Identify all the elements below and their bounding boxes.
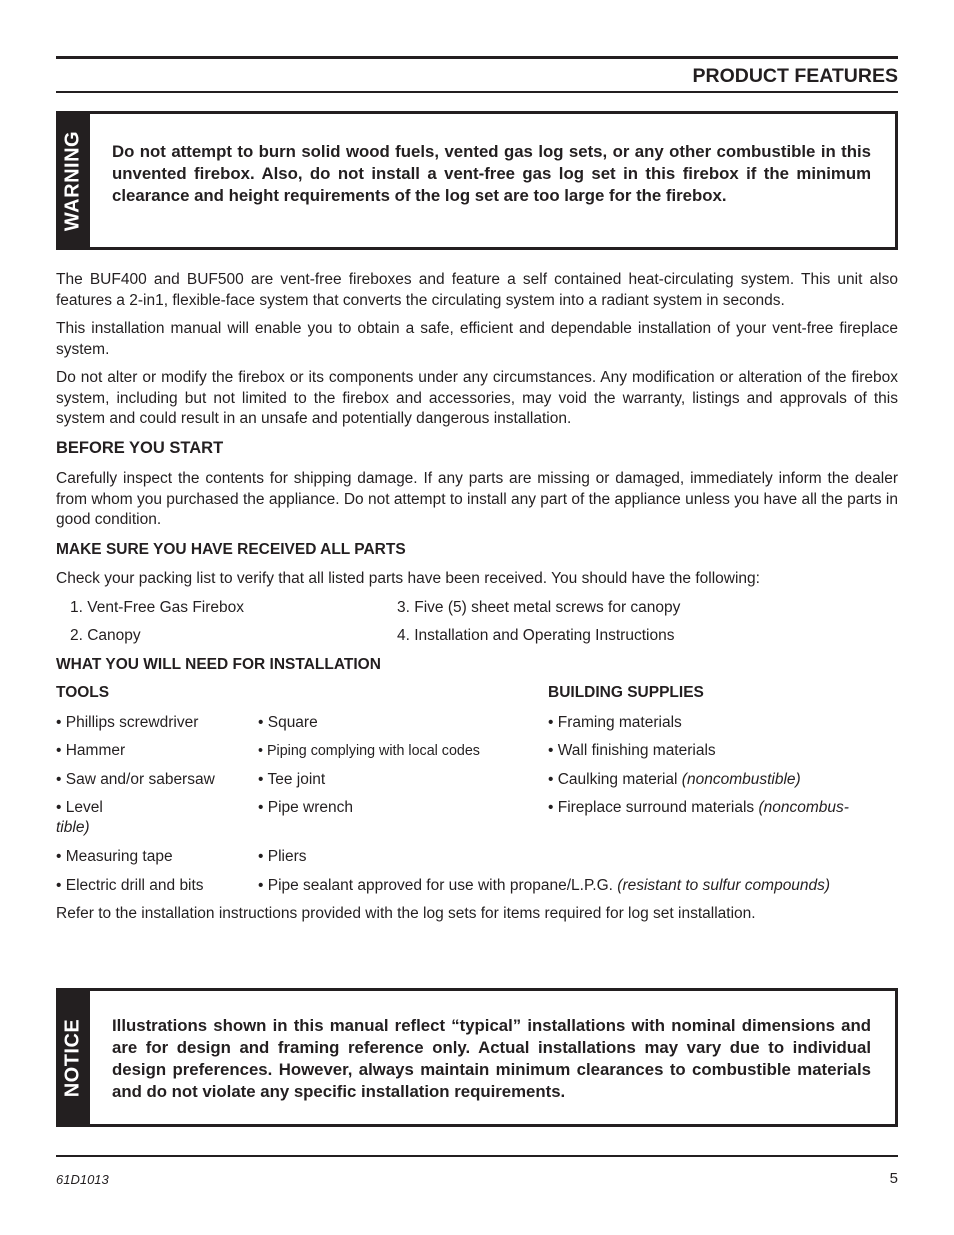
installation-heading: WHAT YOU WILL NEED FOR INSTALLATION <box>56 656 381 673</box>
intro-paragraph-2: This installation manual will enable you to obtain a safe, efficient and dependable installation of your vent-free fireplace system. <box>56 320 898 358</box>
tool-item: • Tee joint <box>258 771 326 788</box>
parts-heading: MAKE SURE YOU HAVE RECEIVED ALL PARTS <box>56 541 406 558</box>
page-number: 5 <box>889 1170 898 1187</box>
supply-item <box>548 798 898 818</box>
supply-item-text: • Caulking material <box>548 771 682 788</box>
tool-item: • Square <box>258 714 318 731</box>
list-item: 3. Five (5) sheet metal screws for canopy <box>397 599 681 616</box>
warning-label: WARNING <box>61 130 84 231</box>
warning-box <box>56 111 898 250</box>
supply-item-italic: (noncombustible) <box>681 771 801 788</box>
tool-item: • Pliers <box>258 848 307 865</box>
before-you-start-text: Carefully inspect the contents for shipping damage. If any parts are missing or damaged, immediately inform the dealer from whom you purchased the appliance. Do not attempt to install any part of the appliance unless you have all the parts in good condition. <box>56 470 898 528</box>
tool-item-text: • Pipe sealant approved for use with propane/L.P.G. <box>258 877 618 894</box>
tool-item-italic: (resistant to sulfur compounds) <box>617 877 831 894</box>
tool-item: • Piping complying with local codes <box>258 743 480 759</box>
tool-item: • Measuring tape <box>56 848 173 865</box>
list-item: 2. Canopy <box>70 627 141 644</box>
tool-item <box>258 876 830 896</box>
footer-rule <box>56 1155 898 1157</box>
tool-item: • Pipe wrench <box>258 799 354 816</box>
tools-heading: TOOLS <box>56 684 110 701</box>
page-title: PRODUCT FEATURES <box>692 65 898 87</box>
tool-item: • Electric drill and bits <box>56 877 204 894</box>
warning-label-bar <box>56 111 90 250</box>
list-item: 1. Vent-Free Gas Firebox <box>70 599 245 616</box>
log-set-note: Refer to the installation instructions provided with the log sets for items required for log set installation. <box>56 905 756 922</box>
top-rule <box>56 56 898 59</box>
wrapped-text: tible) <box>56 819 90 836</box>
tool-item: • Level <box>56 799 103 816</box>
parts-text: Check your packing list to verify that all listed parts have been received. You should have the following: <box>56 570 760 587</box>
tool-item: • Phillips screwdriver <box>56 714 199 731</box>
tool-item: • Hammer <box>56 742 126 759</box>
notice-label: NOTICE <box>61 1018 84 1097</box>
list-item: 4. Installation and Operating Instructions <box>397 627 675 644</box>
building-supplies-heading: BUILDING SUPPLIES <box>548 684 704 701</box>
supply-item: • Wall finishing materials <box>548 742 716 759</box>
notice-text: Illustrations shown in this manual reflect “typical” installations with nominal dimensions and are for design and framing reference only. Actual installations may vary due to individual design preferences. However, always maintain minimum clearances to combustible materials and do not violate any specific installation requirements. <box>112 1016 871 1101</box>
before-you-start-heading: BEFORE YOU START <box>56 439 224 457</box>
supply-item-italic: (noncombus- <box>758 799 849 816</box>
intro-paragraph-3: Do not alter or modify the firebox or its components under any circumstances. Any modification or alteration of the firebox system, including but not limited to the firebox and accessories, may void the warranty, listings and approvals of this system and could result in an unsafe and potentially dangerous installation. <box>56 369 898 427</box>
supply-item: • Framing materials <box>548 714 682 731</box>
warning-text: Do not attempt to burn solid wood fuels, vented gas log sets, or any other combustible in this unvented firebox. Also, do not install a vent-free gas log set in this firebox if the minimum clearance and height requirements of the log set are too large for the firebox. <box>112 142 871 205</box>
notice-box <box>56 988 898 1127</box>
notice-label-bar <box>56 988 90 1127</box>
supply-item-text: • Fireplace surround materials <box>548 799 759 816</box>
header-rule <box>56 91 898 93</box>
supply-item <box>548 770 801 790</box>
tool-item: • Saw and/or sabersaw <box>56 771 215 788</box>
document-number: 61D1013 <box>56 1172 109 1187</box>
intro-paragraph-1: The BUF400 and BUF500 are vent-free fireboxes and feature a self contained heat-circulating system. This unit also features a 2-in1, flexible-face system that converts the circulating system into a radiant system in seconds. <box>56 271 898 309</box>
